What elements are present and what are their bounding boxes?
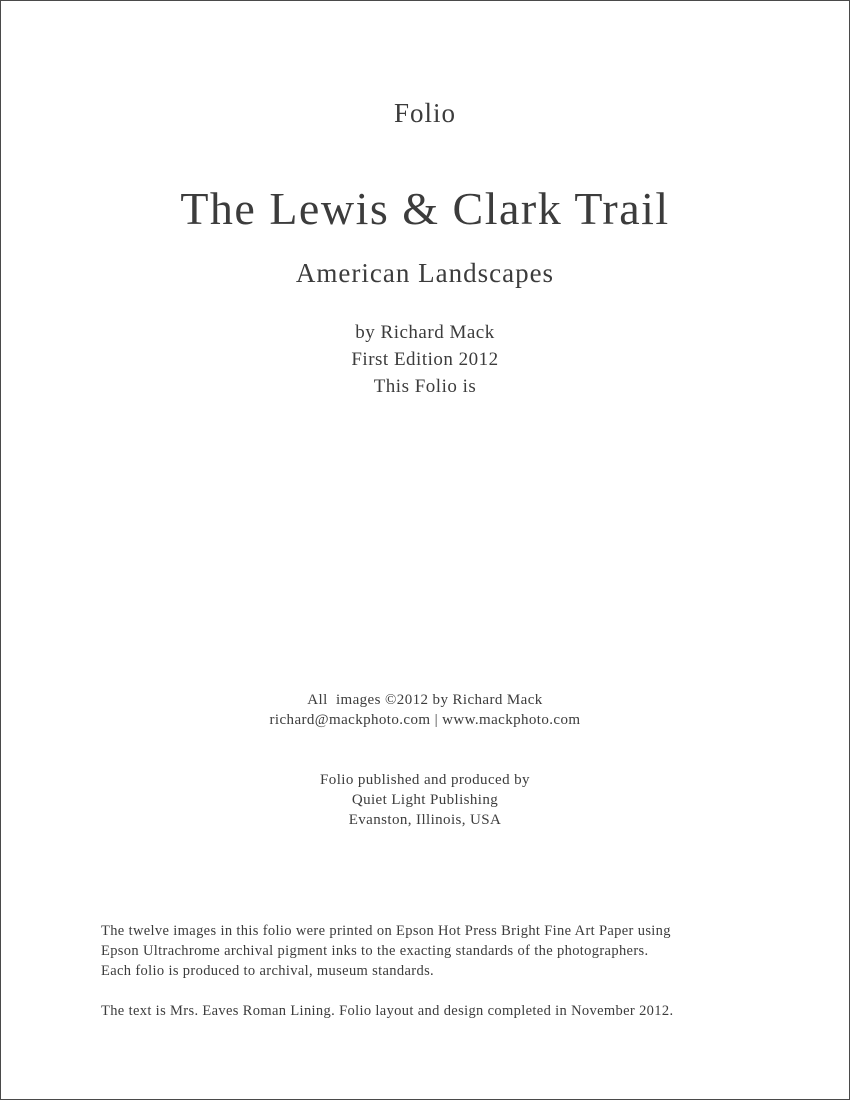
publisher-location: Evanston, Illinois, USA bbox=[348, 812, 502, 828]
edition-line: First Edition 2012 bbox=[351, 349, 499, 370]
folio-number-line: This Folio is bbox=[373, 376, 477, 397]
printing-note-line: The twelve images in this folio were printed on Epson Hot Press Bright Fine Art Paper using bbox=[101, 923, 671, 939]
publisher-block bbox=[1, 770, 849, 830]
page-title: The Lewis & Clark Trail bbox=[180, 183, 670, 234]
author-line: by Richard Mack bbox=[355, 322, 495, 343]
publisher-intro-line: Folio published and produced by bbox=[320, 772, 530, 788]
copyright-line: All images ©2012 by Richard Mack bbox=[307, 692, 543, 708]
colophon-notes bbox=[101, 921, 801, 1021]
publisher-name: Quiet Light Publishing bbox=[351, 792, 499, 808]
folio-kicker: Folio bbox=[393, 98, 457, 128]
typography-note: The text is Mrs. Eaves Roman Lining. Folio layout and design completed in November 2012. bbox=[101, 1003, 674, 1019]
printing-note-line: Epson Ultrachrome archival pigment inks to the exacting standards of the photographers. bbox=[101, 943, 649, 959]
contact-line: richard@mackphoto.com | www.mackphoto.com bbox=[269, 712, 581, 728]
credits-block bbox=[1, 319, 849, 400]
paragraph-gap bbox=[101, 981, 801, 1001]
printing-note-line: Each folio is produced to archival, museum standards. bbox=[101, 963, 435, 979]
page-subtitle: American Landscapes bbox=[295, 258, 555, 288]
rights-block bbox=[1, 690, 849, 730]
